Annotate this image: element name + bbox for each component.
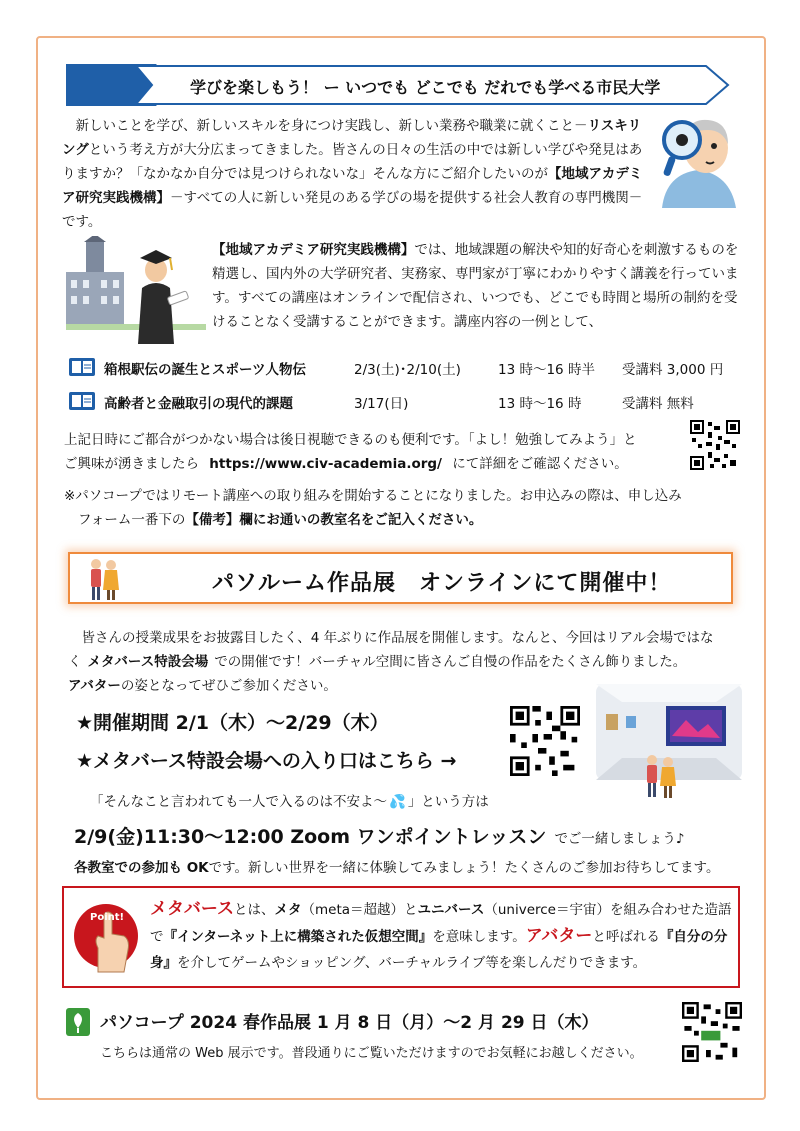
exhibition-period: ★開催期間 2/1（木）～2/29（木）	[76, 712, 389, 734]
worry-text: 「そんなこと言われても一人で入るのは不安よ～	[90, 794, 387, 810]
org-desc-text: では、地域課題の解決や知的好奇心を刺激するものを精選し、国内外の大学研究者、実務家、専門家が丁寧にわかりやすく講義を行っています。すべての講座はオンラインで配信され、いつでも、どこでも時間と場所の制約を受けることなく受講することができます。講座内容の一例として、	[212, 242, 739, 330]
course-book-icon	[68, 356, 96, 378]
classroom-ok: 各教室での参加も OK	[74, 860, 209, 876]
course-date: 3/17(日)	[354, 396, 409, 412]
remote-note-bold: 【備考】欄にお通いの教室名をご記入ください。	[185, 512, 483, 528]
point-metaverse: メタバース	[150, 899, 234, 919]
course-date: 2/3(土)･2/10(土)	[354, 362, 461, 378]
remote-note-lead: フォーム一番下の	[78, 512, 186, 528]
org-name: 【地域アカデミア研究実践機構】	[212, 242, 415, 258]
exhibition-body-2	[68, 650, 686, 670]
point-t6: （univerce＝宇宙）を組み合わせた造語で	[150, 902, 732, 945]
zoom-lesson: 2/9(金)11:30～12:00 Zoom ワンポイントレッスン	[74, 826, 547, 848]
reskilling-term: リスキリング	[62, 118, 642, 158]
point-t8: を意味します。	[432, 929, 526, 945]
remote-note-line-1: ※パソコープではリモート講座への取り組みを開始することになりました。お申込みの際は、申し込み	[64, 488, 682, 504]
metaverse-venue: メタバース特設会場	[87, 654, 209, 670]
exhibition-body-3	[68, 674, 337, 694]
spring-exhibition-title: パソコープ 2024 春作品展 1 月 8 日（月）～2 月 29 日（木）	[100, 1013, 599, 1033]
point-badge-label: Point!	[90, 912, 125, 923]
avatar-term: アバター	[68, 678, 121, 694]
remote-note-line-2	[78, 508, 482, 528]
point-t4: （meta＝超越）と	[301, 902, 418, 918]
web-exhibition-qr-code[interactable]	[682, 1002, 742, 1062]
metaverse-point-box	[62, 886, 740, 988]
sweat-drop-icon: 💦	[389, 794, 406, 810]
archive-line-1: 上記日時にご都合がつかない場合は後日視聴できるのも便利です。「よし！勉強してみよう」と	[64, 432, 637, 448]
archive-line-2-lead: ご興味が湧きましたら	[64, 456, 199, 472]
org-description	[212, 238, 747, 334]
metaverse-qr-code[interactable]	[510, 706, 580, 776]
section-banner-title: 学びを楽しもう！ ー いつでも どこでも だれでも学べる市民大学	[190, 78, 661, 97]
exhibition-body-1: 皆さんの授業成果をお披露目したく、4 年ぶりに作品展を開催します。なんと、今回はリアル会場ではな	[68, 630, 714, 646]
exhibition-body-2c: での開催です！バーチャル空間に皆さんご自慢の作品をたくさん飾りました。	[214, 654, 687, 670]
exhibition-title-box	[68, 552, 733, 604]
point-virtual-space: 『インターネット上に構築された仮想空間』	[163, 929, 433, 945]
zoom-line	[74, 822, 685, 849]
point-self-clone: 『自分の分身』	[150, 929, 728, 971]
magnifier-man-illustration	[652, 104, 744, 208]
point-meta: メタ	[274, 902, 302, 918]
intro-paragraph	[62, 114, 647, 234]
course-fee: 受講料 無料	[622, 396, 694, 412]
exhibition-body-2a: く	[68, 654, 82, 670]
point-text	[150, 896, 734, 976]
point-t12: を介してゲームやショッピング、バーチャルライブ等を楽しんだりできます。	[177, 955, 647, 971]
exhibition-body-3b: の姿となってぜひご参加ください。	[120, 678, 337, 694]
zoom-tail: でご一緒しましょう♪	[554, 831, 685, 847]
virtual-gallery-illustration	[596, 684, 742, 802]
academia-url-link[interactable]: https://www.civ-academia.org/	[209, 456, 442, 472]
classroom-rest: です。新しい世界を一緒に体験してみましょう！たくさんのご参加お待ちしてます。	[208, 860, 720, 876]
archive-line-2-tail: にて詳細をご確認ください。	[452, 456, 628, 472]
intro-text-2: という考え方が大分広まってきました。皆さんの日々の生活の中では新しい学びや発見はありますか？「なかなか自分では見つけられないな」そんな方にご紹介したいのが	[62, 142, 643, 182]
course-title: 高齢者と金融取引の現代的課題	[104, 396, 293, 412]
campus-graduate-illustration	[66, 236, 206, 344]
archive-line-2	[64, 452, 628, 472]
section-banner	[66, 64, 730, 106]
course-book-icon	[68, 390, 96, 412]
point-badge	[72, 900, 142, 974]
worry-end: 」という方は	[407, 794, 489, 810]
point-t2: とは、	[233, 902, 275, 918]
course-time: 13 時～16 時	[498, 396, 582, 412]
intro-text-3: －すべての人に新しい発見のある学びの場を提供する社会人教育の専門機関－です。	[62, 190, 643, 230]
course-time: 13 時～16 時半	[498, 362, 595, 378]
course-fee: 受講料 3,000 円	[622, 362, 724, 378]
couple-illustration	[86, 556, 122, 602]
leaf-logo-icon	[66, 1008, 90, 1036]
classroom-line	[74, 856, 719, 876]
worry-line	[90, 790, 489, 810]
point-avatar: アバター	[525, 926, 593, 946]
point-universe: ユニバース	[417, 902, 485, 918]
spring-exhibition-text: こちらは通常の Web 展示です。普段通りにご覧いただけますのでお気軽にお越しください。	[100, 1046, 643, 1061]
point-t10: と呼ばれる	[592, 929, 660, 945]
org-name-inline: 【地域アカデミア研究実践機構】	[62, 166, 643, 206]
course-title: 箱根駅伝の誕生とスポーツ人物伝	[104, 362, 306, 378]
metaverse-entrance-label[interactable]: ★メタバース特設会場への入り口はこちら →	[76, 750, 457, 772]
academia-qr-code[interactable]	[690, 420, 740, 470]
exhibition-title: パソルーム作品展 オンラインにて開催中！	[212, 571, 672, 596]
intro-text-1: 新しいことを学び、新しいスキルを身につけ実践し、新しい業務や職業に就くこと－	[62, 118, 588, 134]
